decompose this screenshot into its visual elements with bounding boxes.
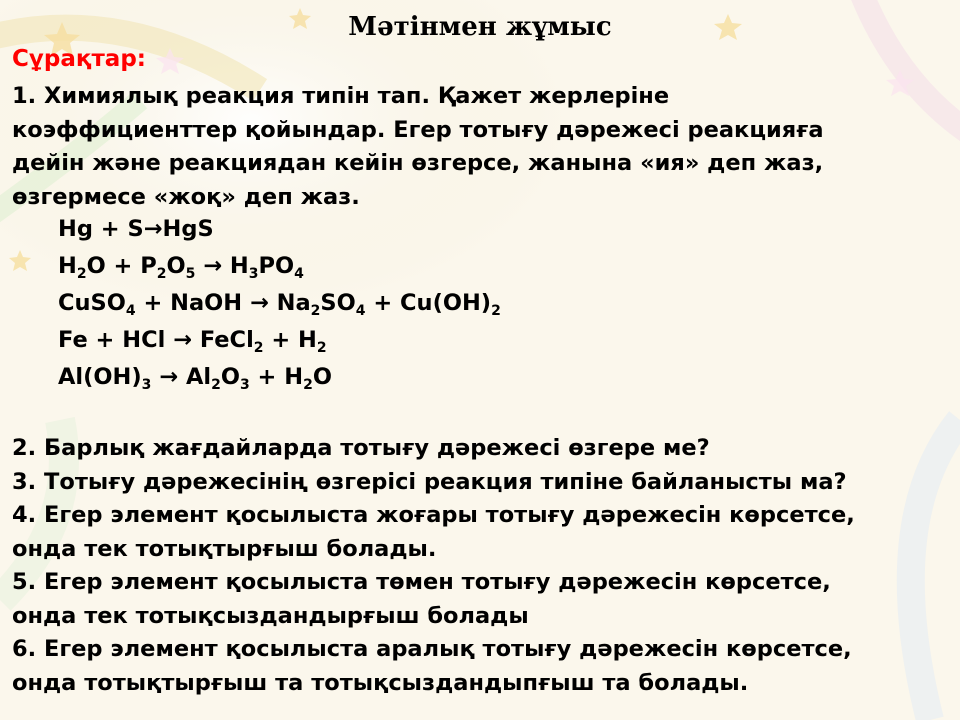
- question-2: 2. Барлық жағдайларда тотығу дәрежесі өзгере ме?: [12, 435, 710, 461]
- formula-text: Na: [268, 290, 311, 316]
- question-6: 6. Егер элемент қосылыста аралық тотығу дәрежесін көрсетсе,: [12, 636, 852, 662]
- subscript: 2: [156, 266, 167, 282]
- subscript: 4: [125, 303, 136, 319]
- reaction-arrow: →: [159, 364, 179, 390]
- question-1-line: дейін және реакциядан кейін өзгерсе, жанына «ия» деп жаз,: [12, 150, 824, 176]
- subscript: 2: [310, 303, 321, 319]
- formula-text: Al(OH): [58, 364, 142, 390]
- subscript: 3: [141, 377, 152, 393]
- formula-text: O: [166, 253, 186, 279]
- subscript: 2: [316, 340, 327, 356]
- question-4-cont: онда тек тотықтырғыш болады.: [12, 535, 437, 562]
- formula-text: O: [220, 364, 240, 390]
- equation-4: [58, 327, 327, 356]
- formula-text: O: [312, 364, 332, 390]
- question-6-cont: онда тотықтырғыш та тотықсыздандыпғыш та болады.: [12, 669, 749, 696]
- subscript: 3: [239, 377, 250, 393]
- reaction-arrow: →: [173, 327, 192, 353]
- reaction-arrow: →: [195, 253, 230, 279]
- formula-text: PO: [258, 253, 295, 279]
- formula-text: Fe + HCl: [58, 327, 174, 353]
- formula-text: O + P: [86, 253, 157, 279]
- formula-text: H: [58, 253, 77, 279]
- question-3: 3. Тотығу дәрежесінің өзгерісі реакция типіне байланысты ма?: [12, 468, 847, 495]
- formula-text: + H: [263, 327, 317, 353]
- question-1: [12, 80, 952, 214]
- formula-text: HgS: [162, 216, 214, 242]
- question-1-line: коэффициенттер қойындар. Егер тотығу дәрежесі реакцияға: [12, 116, 824, 143]
- question-5-cont: онда тек тотықсыздандырғыш болады: [12, 602, 529, 629]
- subscript: 5: [185, 266, 196, 282]
- question-1-line: 1. Химиялық реакция типін тап. Қажет жерлеріне: [12, 83, 670, 109]
- subscript: 2: [76, 266, 87, 282]
- reaction-arrow: →: [249, 290, 269, 316]
- subscript: 2: [211, 377, 221, 393]
- formula-text: + NaOH: [135, 290, 250, 316]
- question-5: 5. Егер элемент қосылыста төмен тотығу дәрежесін көрсетсе,: [12, 569, 831, 595]
- question-4: 4. Егер элемент қосылыста жоғары тотығу дәрежесін көрсетсе,: [12, 502, 855, 528]
- subscript: 2: [253, 340, 264, 356]
- subscript: 3: [248, 266, 259, 282]
- equation-5: [58, 364, 332, 393]
- formula-text: Hg + S: [58, 216, 144, 242]
- formula-text: SO: [320, 290, 356, 316]
- equation-2: [58, 253, 304, 282]
- subscript: 2: [491, 303, 501, 319]
- formula-text: FeCl: [192, 327, 254, 353]
- formula-text: CuSO: [58, 290, 126, 316]
- reaction-arrow: →: [143, 216, 163, 242]
- subscript: 2: [303, 377, 313, 393]
- equation-1: [58, 216, 214, 242]
- equation-3: [58, 290, 501, 319]
- formula-text: + Cu(OH): [365, 290, 492, 316]
- formula-text: Al: [178, 364, 212, 390]
- formula-text: H: [229, 253, 249, 279]
- questions-heading: Сұрақтар:: [12, 46, 146, 72]
- subscript: 4: [294, 266, 304, 282]
- questions-list: [12, 432, 952, 700]
- question-1-line: өзгермесе «жоқ» деп жаз.: [12, 183, 360, 210]
- slide-title: Мәтінмен жұмыс: [348, 12, 612, 42]
- formula-text: + H: [249, 364, 304, 390]
- subscript: 4: [355, 303, 366, 319]
